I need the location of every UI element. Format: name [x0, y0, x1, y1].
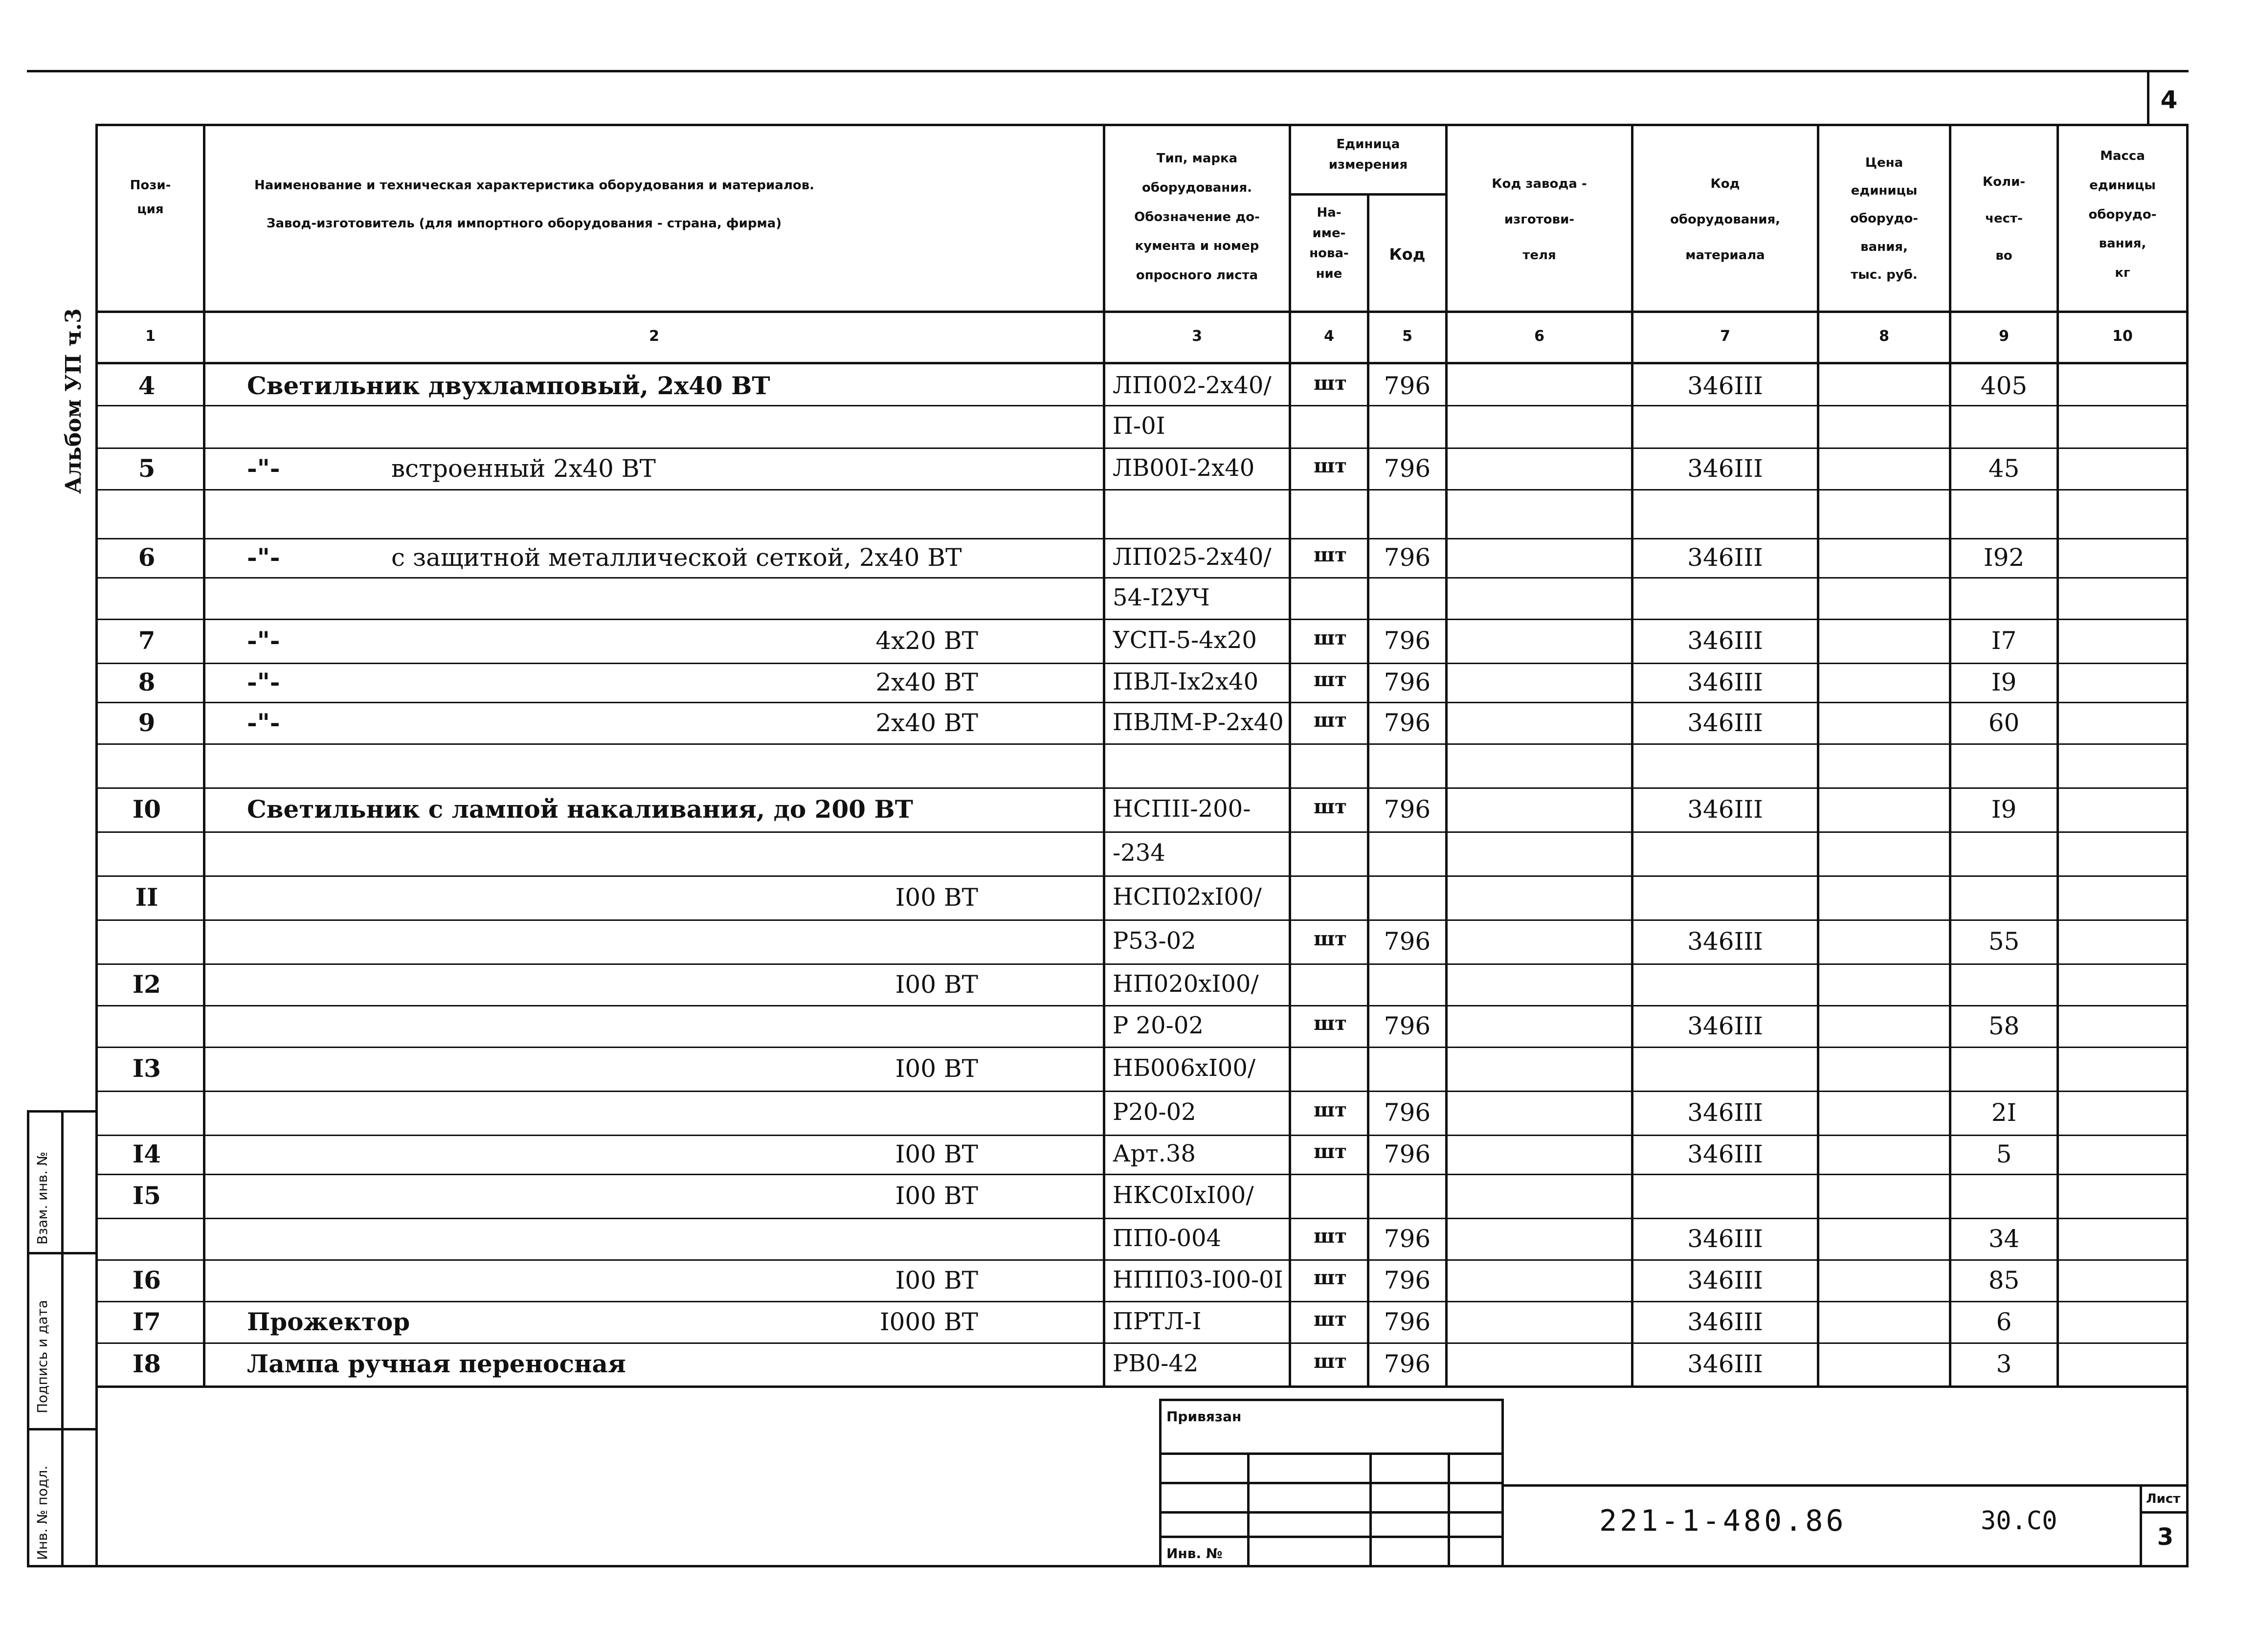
- row-unit-code: 796: [1384, 626, 1431, 655]
- col-number: 9: [1999, 328, 2009, 345]
- row-type: Р20-02: [1113, 1098, 1196, 1126]
- row-type: П-0I: [1113, 412, 1165, 440]
- row-quantity: 45: [1988, 454, 2020, 483]
- row-unit-code: 796: [1384, 1266, 1431, 1295]
- row-type: НП020хI00/: [1113, 970, 1259, 998]
- row-rule: [95, 919, 2189, 921]
- row-name-rating: I00 ВТ: [895, 1054, 978, 1083]
- row-equipment-code: 346III: [1687, 1266, 1763, 1295]
- stamp-row: [1159, 1482, 1504, 1484]
- col-number: 3: [1192, 328, 1202, 345]
- row-position: 8: [138, 668, 156, 696]
- row-unit-code: 796: [1384, 927, 1431, 956]
- col-number: 4: [1324, 328, 1334, 345]
- stamp-col: [1247, 1452, 1250, 1567]
- row-quantity: 85: [1988, 1266, 2020, 1295]
- row-quantity: 3: [1996, 1350, 2012, 1378]
- row-unit: шт: [1314, 372, 1347, 395]
- row-type: НПП03-I00-0I: [1113, 1266, 1283, 1294]
- row-equipment-code: 346III: [1687, 668, 1763, 696]
- document-code: 221-1-480.86: [1599, 1504, 1847, 1538]
- col-divider: [203, 124, 205, 1388]
- row-name-rating: I00 ВТ: [895, 883, 978, 912]
- row-unit-code: 796: [1384, 1140, 1431, 1168]
- row-name: -"-: [247, 543, 280, 572]
- header-line: измерения: [1328, 157, 1408, 172]
- row-unit-code: 796: [1384, 795, 1431, 824]
- header-line: Наименование и техническая характеристика оборудования и материалов.: [254, 178, 815, 193]
- row-name: Прожектор: [247, 1307, 410, 1336]
- row-type: ПВЛ-Iх2х40: [1113, 668, 1259, 695]
- row-equipment-code: 346III: [1687, 927, 1763, 956]
- row-equipment-code: 346III: [1687, 626, 1763, 655]
- header-line: ние: [1316, 266, 1342, 281]
- side-box-div: [27, 1428, 98, 1430]
- row-position: 5: [138, 453, 156, 483]
- row-type: НКС0IхI00/: [1113, 1182, 1254, 1209]
- col-number: 5: [1402, 328, 1412, 345]
- col-divider: [1817, 124, 1819, 1388]
- page-number: 4: [2160, 86, 2178, 114]
- row-position: I0: [132, 795, 161, 824]
- row-name: Светильник двухламповый, 2х40 ВТ: [247, 371, 770, 400]
- row-type: РВ0-42: [1113, 1350, 1199, 1377]
- col-divider: [1103, 124, 1105, 1388]
- top-rule: [27, 70, 2189, 72]
- row-position: 9: [138, 708, 156, 737]
- col-number: 8: [1879, 328, 1889, 345]
- row-quantity: 5: [1996, 1140, 2012, 1168]
- sheet-number: 3: [2157, 1523, 2174, 1551]
- header-mass: [2059, 142, 2186, 288]
- header-line: име-: [1312, 225, 1346, 241]
- row-name-rating: 2х40 ВТ: [875, 668, 978, 696]
- row-name: -"-: [247, 626, 280, 655]
- row-rule: [95, 1005, 2189, 1006]
- header-line: Тип, марка: [1156, 151, 1238, 166]
- row-rule: [95, 663, 2189, 664]
- row-position: I5: [132, 1181, 161, 1210]
- row-rule: [95, 447, 2189, 449]
- row-rule: [95, 1047, 2189, 1048]
- row-unit: шт: [1314, 454, 1347, 477]
- col-divider: [1367, 193, 1369, 1388]
- row-quantity: 34: [1988, 1224, 2020, 1253]
- row-position: 7: [138, 626, 156, 655]
- header-quantity: [1951, 164, 2057, 274]
- row-rule: [95, 1342, 2189, 1344]
- vzam-label: Взам. инв. №: [34, 1151, 50, 1245]
- row-unit-code: 796: [1384, 1098, 1431, 1127]
- col-divider: [2057, 124, 2059, 1388]
- header-line: изготови-: [1504, 212, 1575, 227]
- row-position: I8: [132, 1349, 161, 1378]
- row-type: ЛВ00I-2х40: [1113, 454, 1255, 482]
- row-unit-code: 796: [1384, 454, 1431, 483]
- row-type: 54-I2УЧ: [1113, 583, 1210, 611]
- header-unit-code: [1369, 240, 1445, 269]
- header-line: оборудования,: [1670, 212, 1781, 227]
- header-unit-name: [1291, 203, 1367, 284]
- col-number: 2: [649, 328, 659, 345]
- header-line: Завод-изготовитель (для импортного оборудования - страна, фирма): [267, 216, 782, 231]
- row-unit: шт: [1314, 626, 1347, 649]
- header-line: На-: [1317, 205, 1341, 220]
- col-number: 7: [1720, 328, 1730, 345]
- row-type: Арт.38: [1113, 1140, 1196, 1167]
- row-rule: [95, 619, 2189, 620]
- row-rule: [95, 1218, 2189, 1219]
- row-name: -"-: [247, 708, 280, 737]
- header-line: во: [1995, 248, 2012, 263]
- row-rule: [95, 702, 2189, 703]
- row-type: ЛП002-2х40/: [1113, 372, 1272, 399]
- header-line: вания,: [2099, 236, 2146, 251]
- row-rule: [95, 787, 2189, 789]
- col-number: 1: [145, 328, 156, 345]
- row-quantity: I92: [1983, 543, 2025, 572]
- row-unit-code: 796: [1384, 708, 1431, 737]
- row-type: -234: [1113, 839, 1165, 867]
- sheet-box-mid: [2140, 1511, 2189, 1514]
- header-factory-code: [1448, 166, 1631, 273]
- table-top: [95, 124, 2189, 126]
- row-equipment-code: 346III: [1687, 1224, 1763, 1253]
- header-type: [1105, 144, 1289, 290]
- header-line: Цена: [1865, 156, 1903, 170]
- privyazan-label: Привязан: [1166, 1408, 1242, 1425]
- header-line: теля: [1522, 247, 1556, 263]
- row-equipment-code: 346III: [1687, 372, 1763, 400]
- row-type: НСП02хI00/: [1113, 883, 1262, 911]
- row-type: ПВЛМ-Р-2х40: [1113, 708, 1284, 736]
- page-bottom: [27, 1565, 2189, 1567]
- row-unit: шт: [1314, 1266, 1347, 1289]
- col-number: 6: [1534, 328, 1544, 345]
- header-line: Код: [1710, 177, 1740, 191]
- header-price: [1819, 149, 1949, 289]
- col-divider: [1289, 124, 1291, 1388]
- stamp-main-top: [1501, 1484, 2189, 1487]
- row-name-rating: 2х40 ВТ: [875, 708, 978, 737]
- header-line: материала: [1685, 247, 1765, 263]
- header-line: Единица: [1336, 137, 1400, 152]
- row-quantity: 2I: [1991, 1098, 2017, 1127]
- row-rule: [95, 1385, 2189, 1387]
- podpis-label: Подпись и дата: [34, 1300, 50, 1413]
- row-equipment-code: 346III: [1687, 1098, 1763, 1127]
- col-number: 10: [2112, 328, 2133, 345]
- row-type: ЛП025-2х40/: [1113, 543, 1272, 571]
- header-line: единицы: [1851, 183, 1918, 199]
- row-name-detail: с защитной металлической сеткой, 2х40 ВТ: [391, 543, 962, 572]
- row-quantity: 6: [1996, 1307, 2012, 1336]
- row-rule: [95, 1301, 2189, 1302]
- header-line: чест-: [1985, 211, 2023, 226]
- row-rule: [95, 1259, 2189, 1261]
- header-line: опросного листа: [1136, 268, 1258, 283]
- header-position: [98, 174, 203, 222]
- row-quantity: I9: [1991, 668, 2017, 696]
- row-rule: [95, 1135, 2189, 1136]
- side-box-div: [27, 1252, 98, 1254]
- row-quantity: I7: [1991, 626, 2017, 655]
- row-name-rating: 4х20 ВТ: [875, 626, 978, 655]
- stamp-row: [1159, 1511, 1504, 1514]
- unit-header-split: [1289, 193, 1448, 196]
- row-type: НСПII-200-: [1113, 795, 1251, 823]
- side-box-top: [27, 1110, 98, 1113]
- header-unit: [1291, 134, 1445, 175]
- row-name-rating: I00 ВТ: [895, 1140, 978, 1168]
- row-rule: [95, 489, 2189, 491]
- row-unit-code: 796: [1384, 543, 1431, 572]
- row-name: Светильник с лампой накаливания, до 200 ВТ: [247, 795, 913, 824]
- row-quantity: 405: [1980, 372, 2028, 400]
- row-name-rating: I00 ВТ: [895, 1182, 978, 1210]
- header-line: вания,: [1860, 239, 1908, 254]
- header-line: Обозначение до-: [1134, 209, 1260, 224]
- row-name-rating: I000 ВТ: [879, 1307, 978, 1336]
- row-name: -"-: [247, 668, 280, 696]
- stamp-top: [1159, 1399, 1504, 1401]
- right-border: [2186, 124, 2189, 1567]
- row-equipment-code: 346III: [1687, 1350, 1763, 1378]
- row-unit-code: 796: [1384, 1307, 1431, 1336]
- col-divider: [1631, 124, 1633, 1388]
- row-unit: шт: [1314, 1307, 1347, 1331]
- header-equip-code: [1633, 166, 1817, 273]
- header-line: единицы: [2089, 178, 2156, 193]
- row-rule: [95, 743, 2189, 745]
- row-type: ПП0-004: [1113, 1224, 1222, 1252]
- row-unit-code: 796: [1384, 1350, 1431, 1378]
- row-type: НБ006хI00/: [1113, 1054, 1256, 1082]
- row-position: I3: [132, 1054, 161, 1083]
- row-quantity: I9: [1991, 795, 2017, 824]
- row-unit: шт: [1314, 1011, 1347, 1035]
- stamp-col: [1369, 1452, 1372, 1567]
- side-box-left: [27, 1110, 29, 1567]
- row-type: Р 20-02: [1113, 1011, 1204, 1039]
- col-divider: [1445, 124, 1448, 1388]
- row-name-rating: I00 ВТ: [895, 1266, 978, 1295]
- row-rule: [95, 1174, 2189, 1175]
- header-line: кг: [2115, 266, 2130, 281]
- row-rule: [95, 831, 2189, 833]
- header-line: нова-: [1309, 246, 1349, 261]
- row-unit: шт: [1314, 1098, 1347, 1121]
- row-rule: [95, 538, 2189, 539]
- row-unit: шт: [1314, 1140, 1347, 1163]
- row-rule: [95, 1091, 2189, 1092]
- row-equipment-code: 346III: [1687, 708, 1763, 737]
- row-unit: шт: [1314, 543, 1347, 566]
- row-unit-code: 796: [1384, 1011, 1431, 1040]
- row-type: УСП-5-4х20: [1113, 626, 1257, 654]
- row-rule: [95, 577, 2189, 579]
- row-rule: [95, 875, 2189, 877]
- row-name-detail: встроенный 2х40 ВТ: [391, 454, 656, 483]
- inv-label: Инв. №: [1166, 1545, 1223, 1562]
- row-rule: [95, 405, 2189, 406]
- row-quantity: 55: [1988, 927, 2020, 956]
- row-unit-code: 796: [1384, 1224, 1431, 1253]
- header-line: тыс. руб.: [1851, 267, 1918, 282]
- row-unit: шт: [1314, 795, 1347, 818]
- row-type: Р53-02: [1113, 927, 1196, 955]
- header-line: ция: [137, 202, 164, 217]
- section-code: 30.С0: [1981, 1506, 2057, 1536]
- row-position: 4: [138, 371, 156, 400]
- row-type: ПРТЛ-I: [1113, 1307, 1202, 1335]
- header-line: оборудо-: [1850, 211, 1919, 226]
- row-equipment-code: 346III: [1687, 454, 1763, 483]
- header-line: оборудо-: [2088, 207, 2157, 222]
- header-line: Код завода -: [1492, 177, 1587, 191]
- row-name: Лампа ручная переносная: [247, 1349, 626, 1378]
- header-line: кумента и номер: [1135, 239, 1259, 254]
- inv-podl-label: Инв. № подл.: [34, 1465, 50, 1560]
- page-number-box-left: [2147, 70, 2149, 126]
- col-divider: [1949, 124, 1951, 1388]
- row-position: I2: [132, 969, 161, 999]
- row-equipment-code: 346III: [1687, 543, 1763, 572]
- row-equipment-code: 346III: [1687, 1011, 1763, 1040]
- sheet-label: Лист: [2146, 1492, 2181, 1506]
- stamp-row: [1159, 1452, 1504, 1455]
- header-name: [205, 166, 1100, 243]
- header-line: Масса: [2100, 149, 2145, 163]
- header-bottom: [95, 311, 2189, 313]
- row-quantity: 58: [1988, 1011, 2020, 1040]
- row-unit-code: 796: [1384, 668, 1431, 696]
- row-name: -"-: [247, 453, 280, 483]
- header-line: оборудования.: [1141, 180, 1252, 195]
- row-position: I6: [132, 1265, 161, 1295]
- header-line: Пози-: [130, 178, 171, 193]
- row-position: I4: [132, 1139, 161, 1168]
- row-unit: шт: [1314, 927, 1347, 950]
- row-equipment-code: 346III: [1687, 1140, 1763, 1168]
- row-unit: шт: [1314, 668, 1347, 691]
- row-position: 6: [138, 543, 156, 572]
- row-position: II: [135, 883, 158, 912]
- row-unit: шт: [1314, 708, 1347, 732]
- colnum-bottom: [95, 362, 2189, 364]
- side-box-mid: [61, 1110, 64, 1567]
- header-line: Коли-: [1982, 175, 2026, 189]
- row-unit-code: 796: [1384, 372, 1431, 400]
- album-label: Альбом УП ч.3: [61, 308, 86, 494]
- row-rule: [95, 963, 2189, 965]
- stamp-col: [1448, 1452, 1450, 1567]
- row-quantity: 60: [1988, 708, 2020, 737]
- row-unit: шт: [1314, 1350, 1347, 1373]
- row-equipment-code: 346III: [1687, 795, 1763, 824]
- row-position: I7: [132, 1307, 161, 1336]
- row-equipment-code: 346III: [1687, 1307, 1763, 1336]
- row-name-rating: I00 ВТ: [895, 970, 978, 999]
- header-line: Код: [1389, 245, 1426, 264]
- row-unit: шт: [1314, 1224, 1347, 1248]
- stamp-row: [1159, 1536, 1504, 1538]
